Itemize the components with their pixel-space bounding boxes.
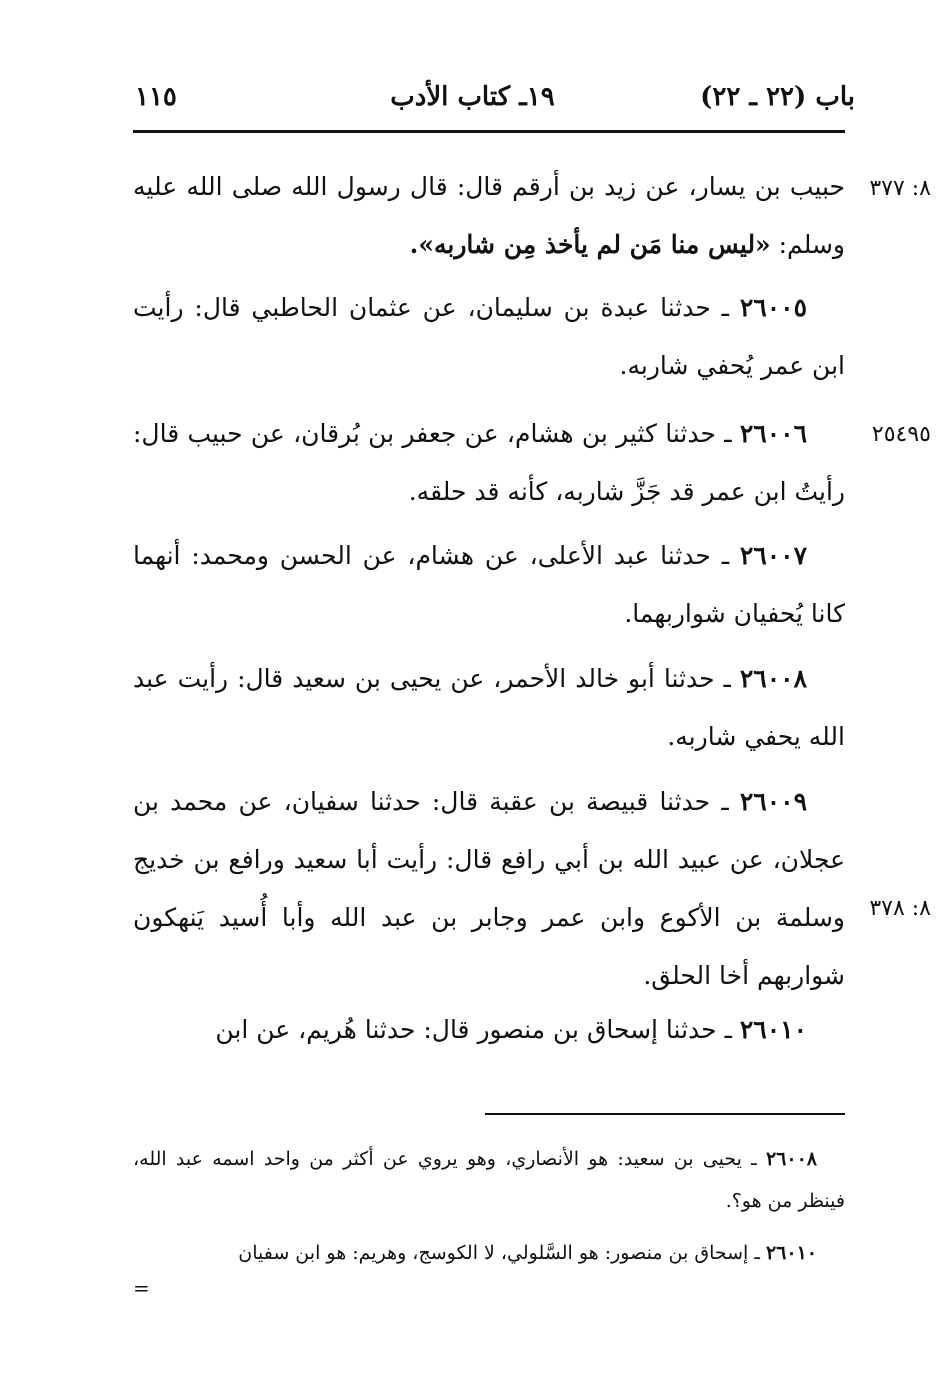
hadith-paragraph (133, 1001, 845, 1059)
hadith-paragraph (133, 527, 845, 643)
footnote-rule (485, 1113, 845, 1115)
hadith-number: ٢٦٠٠٨ (739, 664, 808, 693)
header-rule (133, 130, 845, 133)
footnote (133, 1232, 845, 1274)
hadith-paragraph (133, 158, 845, 274)
hadith-text: ـ حدثنا إسحاق بن منصور قال: حدثنا هُريم، عن ابن (215, 1015, 732, 1044)
hadith-text: ـ حدثنا كثير بن هشام، عن جعفر بن بُرقان، عن حبيب قال: رأيتُ ابن عمر قد جَزَّ شاربه، كأنه قد حلقه. (133, 419, 845, 506)
hadith-number: ٢٦٠٠٥ (739, 293, 808, 322)
hadith-text: ـ حدثنا عبد الأعلى، عن هشام، عن الحسن ومحمد: أنهما كانا يُحفيان شواربهما. (133, 541, 845, 628)
hadith-text: حبيب بن يسار، عن زيد بن أرقم قال: قال رسول الله صلى الله عليه وسلم: (133, 172, 845, 259)
margin-reference: ٨: ٣٧٧ (869, 176, 931, 201)
book-title: ١٩ـ كتاب الأدب (390, 82, 555, 112)
footnote-text: ـ إسحاق بن منصور: هو السَّلولي، لا الكوسج، وهريم: هو ابن سفيان (238, 1242, 760, 1264)
page-number: ١١٥ (135, 82, 177, 112)
margin-reference: ٨: ٣٧٨ (869, 896, 931, 921)
hadith-paragraph (133, 405, 845, 521)
hadith-text: ـ حدثنا أبو خالد الأحمر، عن يحيى بن سعيد قال: رأيت عبد الله يحفي شاربه. (133, 664, 845, 751)
hadith-paragraph (133, 650, 845, 766)
hadith-number: ٢٦٠٠٦ (739, 419, 807, 448)
hadith-text: ـ حدثنا عبدة بن سليمان، عن عثمان الحاطبي قال: رأيت ابن عمر يُحفي شاربه. (133, 293, 845, 380)
hadith-number: ٢٦٠٠٧ (739, 541, 807, 570)
hadith-quote: «ليس منا مَن لم يأخذ مِن شاربه». (409, 230, 771, 259)
margin-reference: ٢٥٤٩٥ (871, 422, 931, 447)
hadith-paragraph (133, 773, 845, 1005)
hadith-paragraph (133, 279, 845, 395)
section-reference: باب (٢٢ ـ ٢٢) (700, 82, 855, 112)
footnote-number: ٢٦٠١٠ (765, 1242, 817, 1264)
footnote-text: ـ يحيى بن سعيد: هو الأنصاري، وهو يروي عن أكثر من واحد اسمه عبد الله، فينظر من هو؟. (133, 1148, 845, 1212)
hadith-text: ـ حدثنا قبيصة بن عقبة قال: حدثنا سفيان، عن محمد بن عجلان، عن عبيد الله بن أبي رافع قال: رأيت أبا سعيد ورافع بن خديج وسلمة بن الأكوع وابن عمر وجابر بن عبد الله وأبا أُسيد يَنهكون شواربهم أخا الحلق. (133, 787, 845, 990)
footnote (133, 1138, 845, 1222)
hadith-number: ٢٦٠١٠ (739, 1015, 807, 1044)
hadith-number: ٢٦٠٠٩ (739, 787, 807, 816)
footnote-number: ٢٦٠٠٨ (765, 1148, 817, 1170)
footnote-continuation-mark: = (133, 1276, 150, 1300)
